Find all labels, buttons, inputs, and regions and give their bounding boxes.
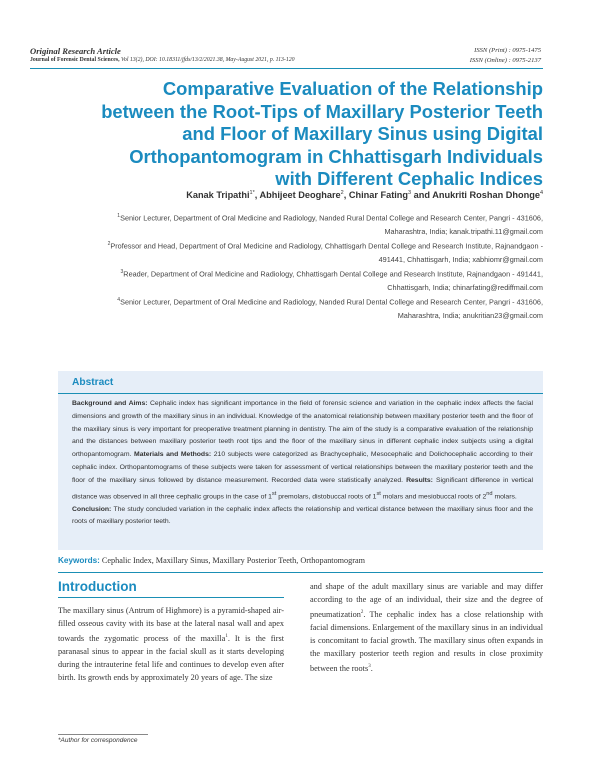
affiliation-4 bbox=[80, 294, 543, 322]
journal-details: Vol 13(2), DOI: 10.18311/jfds/13/2/2021.38, May-August 2021, p. 113-120 bbox=[121, 57, 295, 63]
abstract-mm-text: 210 subjects were categorized as Brachycephalic, Mesocephalic and Dolichocephalic according to their cephalic index. Orthopantomograms of these subjects were taken for assessment of vertical relationships between the maxillary posterior teeth and the floor of the maxillary sinus followed by distance measurement. Recorded data were statistically analyzed. bbox=[72, 451, 533, 484]
abstract-mm-label: Materials and Methods: bbox=[134, 451, 212, 459]
author-and: and bbox=[413, 190, 431, 201]
author-3[interactable]: Chinar Fating bbox=[348, 190, 409, 201]
article-type: Original Research Article bbox=[30, 46, 121, 56]
affiliation-3 bbox=[80, 266, 543, 294]
issn-online: ISSN (Online) : 0975-2137 bbox=[469, 56, 541, 64]
abstract-bg-label: Background and Aims: bbox=[72, 400, 148, 407]
abstract-results-label: Results: bbox=[406, 476, 433, 484]
author-4[interactable]: Anukriti Roshan Dhonge bbox=[432, 190, 540, 201]
intro-left-text-1: The maxillary sinus (Antrum of Highmore) is a pyramid-shaped air-filled osseous cavity with its base at the lateral nasal wall and apex towards the zygomatic process of the maxilla bbox=[58, 606, 284, 643]
footnote-divider bbox=[58, 734, 148, 735]
affiliation-4-text: Senior Lecturer, Department of Oral Medicine and Radiology, Nanded Rural Dental College and Research Center, Pangri - 431606, Maharashtra, India; anukritian23@gmail.com bbox=[120, 297, 543, 320]
author-3-sup: 3 bbox=[408, 190, 412, 196]
keywords-text: Cephalic Index, Maxillary Sinus, Maxillary Posterior Teeth, Orthopantomogram bbox=[99, 556, 365, 565]
abstract-results-text-1: Significant difference in vertical distance was observed in all three cephalic groups in the case of 1 bbox=[72, 476, 533, 500]
abstract-results-text-2: premolars, distobuccal roots of 1 bbox=[276, 492, 377, 500]
intro-right-text-1: and shape of the adult maxillary sinus are variable and may differ according to the age of an individual, their size and the degree of pneumatization bbox=[310, 582, 543, 619]
author-list: Kanak Tripathi$^{1*}$, Abhijeet Deoghare$^2$, Chinar Fating$^3$ and Anukriti Roshan Dhonge$^4$ bbox=[186, 190, 543, 201]
journal-name: Journal of Forensic Dental Sciences, bbox=[30, 57, 120, 63]
affiliation-1 bbox=[80, 210, 543, 238]
affiliation-1-text: Senior Lecturer, Department of Oral Medicine and Radiology, Nanded Rural Dental College and Research Center, Pangri - 431606, Maharashtra, India; kanak.tripathi.11@gmail.com bbox=[120, 213, 543, 236]
intro-right-sup-1[interactable]: 2 bbox=[360, 610, 364, 616]
author-2[interactable]: Abhijeet Deoghare bbox=[259, 190, 341, 201]
journal-header bbox=[30, 46, 410, 64]
abstract-conclusion-label: Conclusion: bbox=[72, 505, 112, 513]
keywords bbox=[58, 556, 543, 565]
intro-left-sup-1[interactable]: 1 bbox=[225, 634, 228, 640]
abstract-divider bbox=[58, 393, 543, 394]
affiliations bbox=[80, 210, 543, 322]
abstract-results-sup-3: nd bbox=[486, 490, 493, 497]
journal-citation bbox=[30, 56, 410, 64]
keywords-label: Keywords: bbox=[58, 556, 100, 565]
intro-column-right bbox=[310, 580, 543, 675]
introduction-divider bbox=[58, 597, 284, 598]
author-1[interactable]: Kanak Tripathi bbox=[186, 190, 250, 201]
abstract-heading: Abstract bbox=[72, 377, 114, 388]
abstract-text bbox=[58, 398, 543, 529]
correspondence-footnote: *Author for correspondence bbox=[58, 737, 138, 744]
intro-column-left bbox=[58, 604, 284, 684]
affiliation-2-text: Professor and Head, Department of Oral Medicine and Radiology, Chhattisgarh Dental College and Research Institute, Rajnandgaon - 491441, Chhattisgarh, India; xabhiomr@gmail.com bbox=[110, 241, 543, 264]
affiliation-2-num: 2 bbox=[107, 241, 111, 248]
abstract-results-text-3: molars and mesiobuccal roots of 2 bbox=[380, 492, 487, 500]
abstract-results-text-4: molars. bbox=[492, 492, 517, 500]
affiliation-4-num: 4 bbox=[117, 297, 121, 304]
affiliation-3-text: Reader, Department of Oral Medicine and Radiology, Chhattisgarh Dental College and Research Institute, Rajnandgaon - 491441, Chhattisgarh, India; chinarfating@rediffmail.com bbox=[123, 269, 543, 292]
intro-right-text-2: . The cephalic index has a close relationship with facial dimensions. Enlargement of the maxillary sinus in an individual is concomitant to facial growth. The maxillary sinus often expands in the maxillary posterior teeth region and results in close proximity between the roots bbox=[310, 609, 543, 674]
abstract-bg-text: Cephalic index has significant importance in the field of forensic science and variation in the cephalic index affects the facial dimensions and growth of the maxillary sinus in an individual. Knowledge of the anatomical relationship between maxillary posterior teeth and the floor of the maxillary sinus is very important for preoperative treatment planning in dentistry. The aim of the study is a comparative evaluation of the relationship and the distances between maxillary posterior teeth root tips and the floor of the maxillary sinus in different cephalic index subjects using a digital orthopantomogram. bbox=[72, 400, 533, 459]
affiliation-2 bbox=[80, 238, 543, 266]
header-divider bbox=[30, 68, 543, 69]
keywords-divider bbox=[58, 572, 543, 573]
author-1-sup: 1* bbox=[249, 190, 255, 196]
affiliation-3-num: 3 bbox=[120, 269, 124, 276]
abstract-results-sup-2: st bbox=[376, 490, 381, 497]
issn-block bbox=[470, 46, 541, 65]
abstract-conclusion-text: The study concluded variation in the cephalic index affects the relationship and vertical distance between the maxillary sinus floor and the roots of maxillary posterior teeth. bbox=[72, 505, 533, 526]
intro-right-sup-2[interactable]: 3 bbox=[368, 664, 371, 670]
intro-left-text-2: . It is the first paranasal sinus to appear in the facial skull as it starts developing during the intrauterine fetal life and continues to develop even after birth. Its growth ends by approximately 20 years of age. The size bbox=[58, 633, 284, 683]
introduction-heading: Introduction bbox=[58, 579, 137, 594]
abstract-results-sup-1: st bbox=[271, 490, 277, 497]
author-4-sup: 4 bbox=[539, 190, 543, 196]
article-title: Comparative Evaluation of the Relationship between the Root-Tips of Maxillary Posterior Teeth and Floor of Maxillary Sinus using Digital Orthopantomogram in Chhattisgarh Individuals with Different Cephalic Indices bbox=[101, 78, 543, 189]
abstract-box bbox=[58, 371, 543, 550]
issn-print: ISSN (Print) : 0975-1475 bbox=[474, 47, 541, 54]
intro-right-text-3: . bbox=[370, 664, 373, 674]
author-2-sup: 2 bbox=[340, 190, 344, 196]
affiliation-1-num: 1 bbox=[117, 213, 121, 219]
